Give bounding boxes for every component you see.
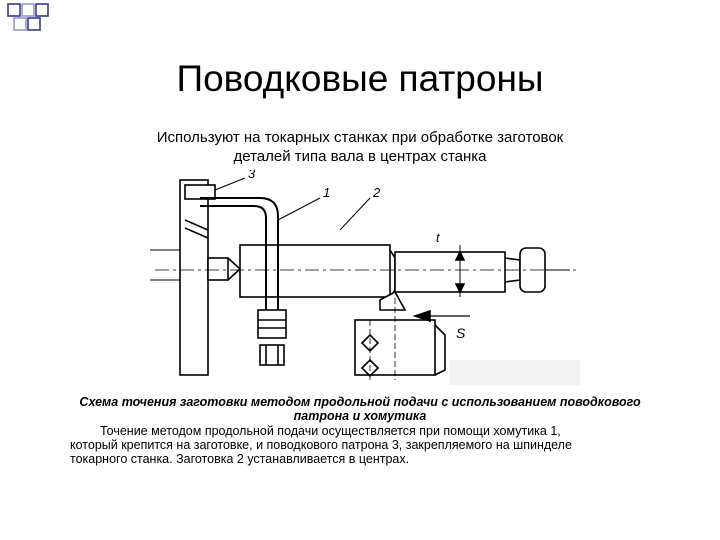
body-line: Точение методом продольной подачи осуществляется при помощи хомутика 1, (100, 424, 561, 438)
caption-line: патрона и хомутика (293, 409, 427, 423)
caption-line: Схема точения заготовки методом продольной подачи с использованием поводкового (79, 395, 641, 409)
lathe-turning-diagram (140, 170, 590, 390)
slide-subtitle (60, 128, 660, 166)
label-feed-s: S (456, 325, 466, 341)
body-line: который крепится на заготовке, и поводкового патрона 3, закрепляемого на шпинделе (70, 438, 572, 452)
subtitle-line: деталей типа вала в центрах станка (233, 148, 487, 165)
subtitle-line: Используют на токарных станках при обработке заготовок (156, 129, 564, 146)
body-paragraph (70, 424, 670, 466)
body-line: токарного станка. Заготовка 2 устанавливается в центрах. (70, 452, 410, 466)
faceplate (180, 180, 208, 375)
figure-caption (50, 395, 670, 423)
label-depth-t: t (436, 230, 440, 245)
slide-title: Поводковые патроны (176, 58, 544, 99)
machined-section (395, 252, 505, 292)
label-dog-3: 3 (248, 170, 256, 181)
label-workpiece-2: 2 (373, 185, 381, 200)
workpiece (240, 245, 390, 297)
left-center (208, 258, 228, 280)
driving-pin (185, 185, 215, 199)
label-dog-1: 1 (323, 185, 331, 200)
corner-decoration (0, 0, 60, 42)
